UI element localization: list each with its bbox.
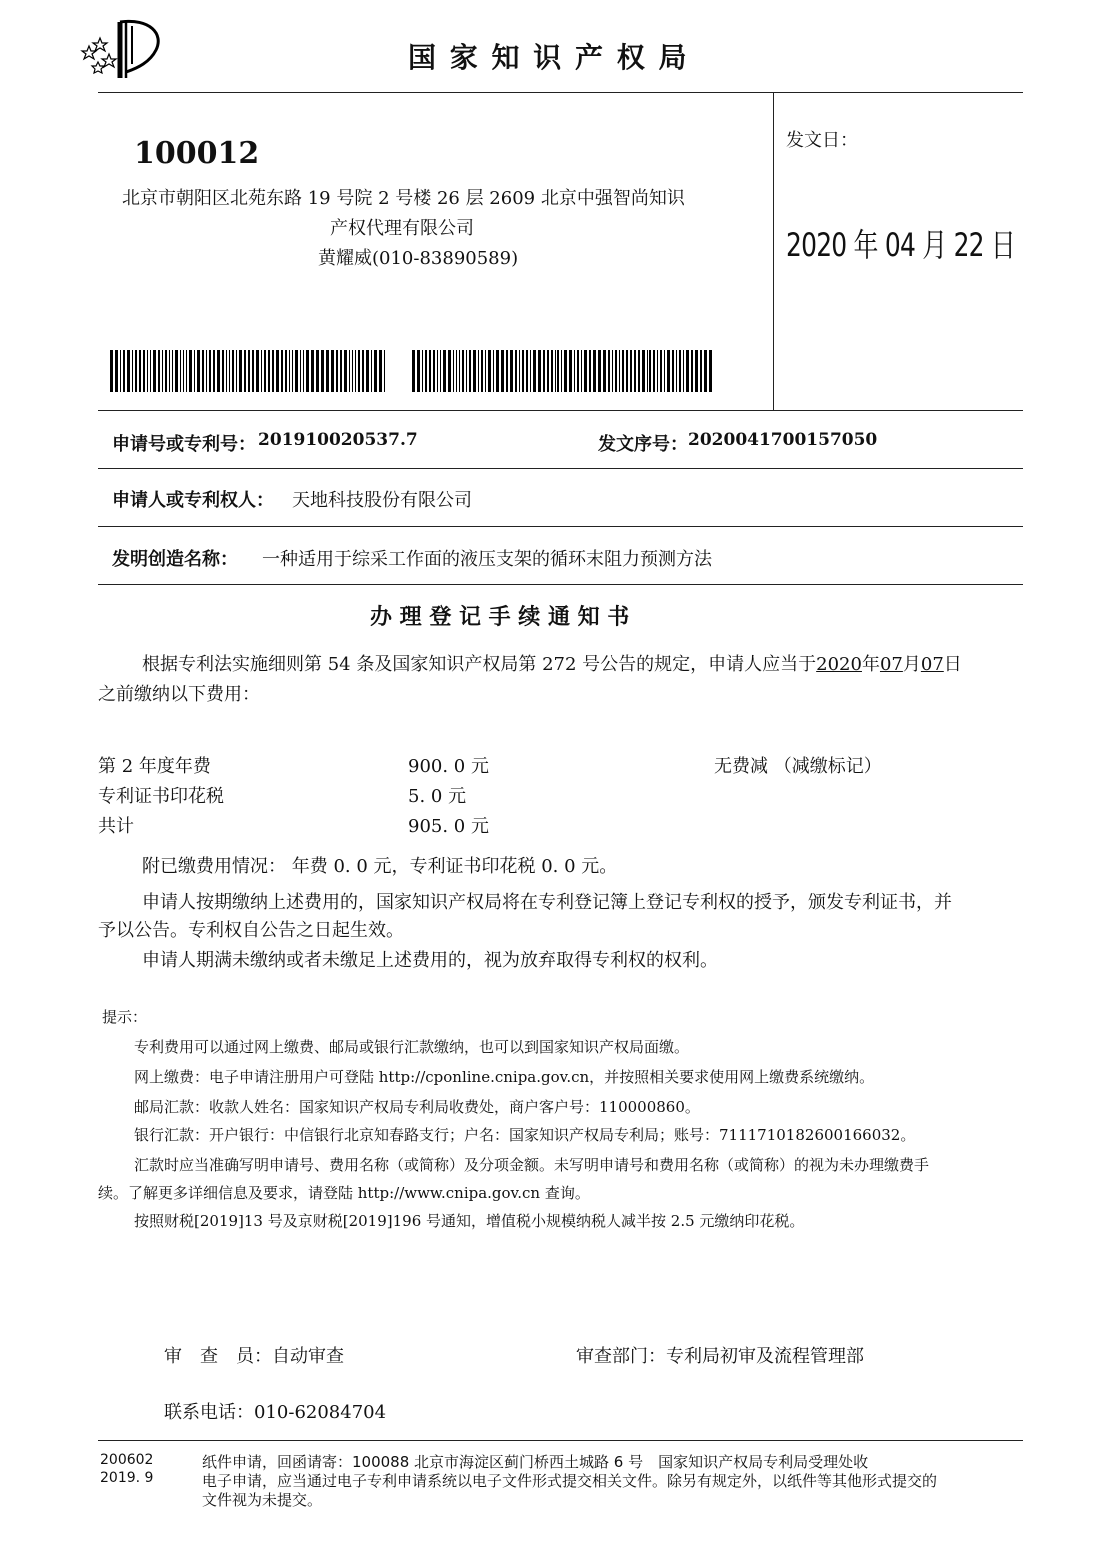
barcode-bar — [488, 350, 491, 392]
serial-label: 发文序号： — [598, 434, 688, 455]
fee-name: 专利证书印花税 — [98, 786, 224, 807]
barcode-bar — [496, 350, 499, 392]
intro-text: 根据专利法实施细则第 54 条及国家知识产权局第 272 号公告的规定，申请人应当于 — [142, 654, 817, 675]
fee-amount: 900. 0 元 — [408, 756, 489, 777]
barcode-bar — [547, 350, 549, 392]
barcode-bar — [612, 350, 613, 392]
barcode-bar — [533, 350, 536, 392]
barcode-bar — [289, 350, 290, 392]
barcode-bar — [229, 350, 230, 392]
applicant: 天地科技股份有限公司 — [292, 490, 472, 511]
barcode-bar — [700, 350, 702, 392]
barcode-bar — [371, 350, 372, 392]
due-month: 07 — [879, 654, 903, 675]
barcode-bar — [226, 350, 227, 392]
barcode-bar — [272, 350, 274, 392]
barcode-bar — [561, 350, 562, 392]
barcode-bar — [379, 350, 382, 392]
barcode-bar — [352, 350, 353, 392]
barcode-bar — [574, 350, 575, 392]
barcode-bar — [150, 350, 151, 392]
barcode — [412, 350, 714, 392]
barcode-bar — [248, 350, 250, 392]
app-no: 201910020537.7 — [258, 430, 418, 450]
barcode-bar — [236, 350, 237, 392]
applicant-label: 申请人或专利权人： — [112, 490, 274, 511]
barcode-bar — [593, 350, 596, 392]
barcode-bar — [340, 350, 342, 392]
barcode-bar — [526, 350, 528, 392]
year-sep: 年 — [861, 654, 880, 675]
office-name: 国 家 知 识 产 权 局 — [408, 41, 689, 74]
examiner: 审 查 员：自动审查 — [164, 1346, 344, 1367]
barcode-bar — [551, 350, 553, 392]
barcode-bar — [321, 350, 324, 392]
barcode-bar — [564, 350, 567, 392]
barcode-bar — [676, 350, 677, 392]
barcode-bar — [344, 350, 347, 392]
barcode-bar — [538, 350, 541, 392]
barcode-bar — [331, 350, 334, 392]
barcode-bar — [362, 350, 364, 392]
barcode-bar — [653, 350, 655, 392]
app-no-label: 申请号或专利号： — [112, 434, 256, 455]
barcode-bar — [123, 350, 125, 392]
barcode-bar — [630, 350, 632, 392]
barcode-bar — [626, 350, 628, 392]
due-year: 2020 — [816, 654, 862, 675]
barcode-bar — [366, 350, 369, 392]
barcode-bar — [584, 350, 587, 392]
barcode-bar — [120, 350, 121, 392]
barcode-bar — [158, 350, 160, 392]
barcode-bar — [519, 350, 520, 392]
barcode-bar — [649, 350, 651, 392]
barcode-bar — [448, 350, 451, 392]
fee-note: 无费减 （减缴标记） — [714, 756, 882, 777]
barcode-bar — [268, 350, 270, 392]
barcode-bar — [143, 350, 145, 392]
barcode-bar — [433, 350, 435, 392]
barcode-bar — [222, 350, 224, 392]
invention-title: 一种适用于综采工作面的液压支架的循环末阻力预测方法 — [262, 549, 712, 570]
barcode-bar — [412, 350, 415, 392]
barcode-bar — [456, 350, 457, 392]
barcode-bar — [557, 350, 559, 392]
barcode-bar — [603, 350, 606, 392]
barcode-bar — [555, 350, 556, 392]
barcode-bar — [429, 350, 431, 392]
barcode-bar — [466, 350, 467, 392]
barcode-bar — [695, 350, 698, 392]
barcode-bar — [493, 350, 494, 392]
address-line: 产权代理有限公司 — [330, 218, 474, 239]
barcode-bar — [115, 350, 118, 392]
invention-label: 发明创造名称： — [112, 549, 238, 570]
tips-label: 提示： — [102, 1008, 148, 1026]
tip-line: 邮局汇款：收款人姓名：国家知识产权局专利局收费处，商户客户号：110000860。 — [134, 1098, 700, 1116]
barcode-bar — [622, 350, 624, 392]
barcode-bar — [209, 350, 211, 392]
barcode — [110, 350, 390, 392]
issue-date: 2020 年 04 月 22 日 — [786, 226, 1016, 264]
notice-title: 办 理 登 记 手 续 通 知 书 — [370, 605, 630, 630]
barcode-bar — [206, 350, 207, 392]
barcode-bar — [306, 350, 309, 392]
barcode-bar — [462, 350, 465, 392]
address-line: 北京市朝阳区北苑东路 19 号院 2 号楼 26 层 2609 北京中强智尚知识 — [122, 188, 685, 209]
barcode-bar — [202, 350, 204, 392]
phone: 联系电话：010-62084704 — [164, 1402, 387, 1423]
barcode-bar — [232, 350, 234, 392]
barcode-bar — [664, 350, 665, 392]
barcode-bar — [261, 350, 262, 392]
issue-date-label: 发文日： — [786, 130, 858, 151]
barcode-bar — [638, 350, 640, 392]
tip-line: 续。了解更多详细信息及要求，请登陆 http://www.cnipa.gov.cn 查询。 — [98, 1184, 590, 1202]
barcode-bar — [147, 350, 148, 392]
barcode-bar — [139, 350, 141, 392]
barcode-bar — [180, 350, 181, 392]
barcode-bar — [311, 350, 314, 392]
barcode-bar — [358, 350, 360, 392]
barcode-bar — [162, 350, 163, 392]
barcode-bar — [276, 350, 279, 392]
barcode-bar — [522, 350, 524, 392]
contact-line: 黄耀威(010-83890589) — [318, 248, 519, 269]
barcode-bar — [422, 350, 423, 392]
footer-line: 文件视为未提交。 — [202, 1491, 323, 1509]
form-version: 2019. 9 — [100, 1470, 154, 1486]
tip-line: 网上缴费：电子申请注册用户可登陆 http://cponline.cnipa.gov.cn，并按照相关要求使用网上缴费系统缴纳。 — [134, 1068, 875, 1086]
barcode-bar — [417, 350, 420, 392]
intro-line — [142, 650, 962, 676]
barcode-bar — [501, 350, 504, 392]
barcode-bar — [647, 350, 648, 392]
barcode-bar — [642, 350, 645, 392]
postcode: 100012 — [134, 136, 260, 171]
paragraph: 申请人期满未缴纳或者未缴足上述费用的，视为放弃取得专利权的权利。 — [142, 950, 718, 971]
fee-name: 共计 — [98, 816, 134, 837]
barcode-bar — [691, 350, 693, 392]
department: 审查部门：专利局初审及流程管理部 — [576, 1346, 864, 1367]
barcode-bar — [704, 350, 707, 392]
intro-text: 之前缴纳以下费用： — [98, 684, 260, 705]
barcode-bar — [303, 350, 304, 392]
barcode-bar — [425, 350, 427, 392]
barcode-bar — [153, 350, 156, 392]
fee-amount: 905. 0 元 — [408, 816, 489, 837]
serial: 2020041700157050 — [688, 430, 878, 450]
fee-amount: 5. 0 元 — [408, 786, 467, 807]
barcode-bar — [459, 350, 460, 392]
barcode-bar — [485, 350, 486, 392]
barcode-bar — [172, 350, 173, 392]
barcode-bar — [672, 350, 674, 392]
barcode-bar — [175, 350, 178, 392]
barcode-bar — [384, 350, 385, 392]
barcode-bar — [169, 350, 170, 392]
barcode-bar — [619, 350, 620, 392]
footer-line: 电子申请，应当通过电子专利申请系统以电子文件形式提交相关文件。除另有规定外，以纸件等其他形式提交的 — [202, 1472, 938, 1490]
barcode-bar — [569, 350, 572, 392]
barcode-bar — [473, 350, 476, 392]
barcode-bar — [295, 350, 298, 392]
barcode-bar — [686, 350, 689, 392]
cnipa-logo-icon — [80, 14, 164, 80]
barcode-bar — [510, 350, 513, 392]
due-day: 07 — [920, 654, 944, 675]
divider — [98, 526, 1023, 527]
barcode-bar — [657, 350, 658, 392]
barcode-bar — [589, 350, 591, 392]
barcode-bar — [194, 350, 195, 392]
barcode-bar — [217, 350, 220, 392]
barcode-bar — [197, 350, 200, 392]
barcode-bar — [683, 350, 684, 392]
barcode-bar — [326, 350, 329, 392]
tip-line: 专利费用可以通过网上缴费、邮局或银行汇款缴纳，也可以到国家知识产权局面缴。 — [134, 1038, 690, 1056]
barcode-bar — [615, 350, 617, 392]
barcode-bar — [135, 350, 137, 392]
barcode-bar — [336, 350, 338, 392]
divider — [98, 92, 1023, 93]
barcode-bar — [292, 350, 293, 392]
form-code: 200602 — [100, 1452, 154, 1468]
tip-line: 银行汇款：开户银行：中信银行北京知春路支行；户名：国家知识产权局专利局；账号：7111710182600166032。 — [134, 1126, 916, 1144]
barcode-bar — [543, 350, 545, 392]
barcode-bar — [374, 350, 377, 392]
barcode-bar — [506, 350, 508, 392]
barcode-bar — [189, 350, 192, 392]
barcode-bar — [285, 350, 287, 392]
barcode-bar — [132, 350, 133, 392]
barcode-bar — [577, 350, 579, 392]
barcode-bar — [183, 350, 184, 392]
tip-line: 按照财税[2019]13 号及京财税[2019]196 号通知，增值税小规模纳税人减半按 2.5 元缴纳印花税。 — [134, 1212, 805, 1230]
barcode-bar — [127, 350, 130, 392]
divider — [98, 468, 1023, 469]
barcode-bar — [530, 350, 531, 392]
paragraph: 予以公告。专利权自公告之日起生效。 — [98, 920, 404, 941]
day-sep: 日 — [943, 654, 962, 675]
tip-line: 汇款时应当准确写明申请号、费用名称（或简称）及分项金额。未写明申请号和费用名称（或简称）的视为未办理缴费手 — [134, 1156, 930, 1174]
month-sep: 月 — [902, 654, 921, 675]
barcode-bar — [679, 350, 681, 392]
barcode-bar — [213, 350, 215, 392]
barcode-bar — [469, 350, 471, 392]
barcode-bar — [453, 350, 454, 392]
barcode-bar — [515, 350, 517, 392]
barcode-bar — [264, 350, 266, 392]
divider — [98, 584, 1023, 585]
barcode-bar — [437, 350, 438, 392]
barcode-bar — [709, 350, 712, 392]
barcode-bar — [608, 350, 610, 392]
barcode-bar — [660, 350, 662, 392]
divider — [773, 92, 774, 410]
barcode-bar — [481, 350, 483, 392]
footer-line: 纸件申请，回函请寄：100088 北京市海淀区蓟门桥西土城路 6 号 国家知识产权局专利局受理处收 — [202, 1453, 869, 1471]
barcode-bar — [349, 350, 350, 392]
barcode-bar — [256, 350, 259, 392]
barcode-bar — [598, 350, 601, 392]
divider — [98, 1440, 1023, 1441]
barcode-bar — [634, 350, 636, 392]
barcode-bar — [252, 350, 254, 392]
barcode-bar — [300, 350, 301, 392]
barcode-bar — [281, 350, 283, 392]
barcode-bar — [581, 350, 582, 392]
paid-line: 附已缴费用情况： 年费 0. 0 元，专利证书印花税 0. 0 元。 — [142, 856, 618, 877]
barcode-bar — [440, 350, 441, 392]
barcode-bar — [165, 350, 167, 392]
barcode-bar — [186, 350, 187, 392]
barcode-bar — [667, 350, 670, 392]
paragraph: 申请人按期缴纳上述费用的，国家知识产权局将在专利登记簿上登记专利权的授予，颁发专利证书，并 — [142, 892, 952, 913]
barcode-bar — [316, 350, 319, 392]
barcode-bar — [355, 350, 356, 392]
divider — [98, 410, 1023, 411]
barcode-bar — [110, 350, 113, 392]
barcode-bar — [478, 350, 479, 392]
fee-name: 第 2 年度年费 — [98, 756, 211, 777]
barcode-bar — [239, 350, 242, 392]
barcode-bar — [244, 350, 246, 392]
barcode-bar — [443, 350, 446, 392]
